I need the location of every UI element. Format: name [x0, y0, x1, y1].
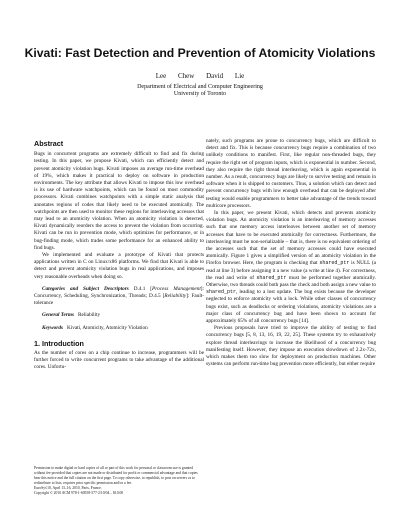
- body-paragraph: Previous proposals have tried to improve the ability of testing to find concurrency bugs [5, 8, 13, 16, 19, 22, 25]. These systems try to exhaustively explore thread interleavings to increase the likelihood of a concurrency bug manifesting itself. However, they impose an execution slowdown of 2.2x-72x, which makes them too slow for deployment on production machines. Other systems can perform run-time bug prevention more efficiently, but either require: [206, 325, 376, 368]
- left-column: [34, 140, 204, 372]
- categories-label: Categories and Subject Descriptors: [42, 285, 129, 292]
- copyright-notice: Permission to make digital or hard copies of all or part of this work for personal or classroom use is granted without fee provided that copies are not made or distributed for profit or commercial advantage and that copies bear this notice and the full citation on the first page. To copy otherwise, to republish, to post on servers or to redistribute to lists, requires prior specific permission and/or a fee. EuroSys'10, April 13–16, 2010, Paris, France. Copyright © 2010 ACM 978-1-60558-577-2/10/04... $10.00: [34, 466, 198, 495]
- abstract-paragraph: We implemented and evaluate a prototype of Kivati that protects applications written in C on Linux/x86 platforms. We find that Kivati is able to detect and prevent atomicity violation bugs in real applications, and imposes very reasonable overheads when doing so.: [34, 252, 204, 280]
- body-paragraph: In this paper, we present Kivati, which detects and prevents atomicity violation bugs. An atomicity violation is an interleaving of memory accesses such that one memory access interleaves between another set of memory accesses that have to be executed atomically for correctness. Furthermore, the interleaving must be non-serializable – that is, there is no equivalent ordering of the accesses such that the set of memory accesses could have executed atomically. Figure 1 gives a simplified version of an atomicity violation in the Firefox browser. Here, the program is checking that shared_ptr is NULL (a read at line 3) before assigning it a new value (a write at line 4). For correctness, the read and write of shared_ptr must be performed together atomically. Otherwise, two threads could both pass the check and both assign a new value to shared_ptr, leading to a lost update. The bug exists because the developer neglected to enforce atomicity with a lock. While other classes of concurrency bugs exist, such as deadlocks or ordering violations, atomicity violations are a major class of concurrency bug and have been shown to account for approximately 65% of all concurrency bugs [14].: [206, 210, 376, 325]
- affiliation: [0, 84, 400, 99]
- code-identifier: shared_ptr: [206, 289, 237, 296]
- abstract-paragraph: Bugs in concurrent programs are extremely difficult to find and fix during testing. In this paper, we propose Kivati, which can efficiently detect and prevent atomicity violation bugs. Kivati imposes an average run-time overhead of 19%, which makes it practical to deploy on software in production environments. The key attribute that allows Kivati to impose this low overhead is its use of hardware watchpoints, which can be found on most commodity processors. Kivati combines watchpoints with a simple static analysis that annotates regions of codes that likely need to be executed atomically. The watchpoints are then used to monitor these regions for interleaving accesses that may lead to an atomicity violation. When an atomicity violation is detected, Kivati dynamically reorders the access to prevent the violation from occurring. Kivati can be run in prevention mode, which optimizes for performance, or in bug-finding mode, which trades some performance for an enhanced ability to find bugs.: [34, 151, 204, 251]
- affiliation-department: Department of Electrical and Computer Engineering: [137, 84, 263, 90]
- author-name: Lee Chew: [155, 72, 195, 80]
- code-identifier: shared_ptr: [256, 274, 287, 281]
- general-terms-block: General Terms Reliability: [42, 312, 101, 319]
- affiliation-university: University of Toronto: [173, 91, 227, 98]
- general-terms-label: General Terms: [42, 312, 75, 319]
- categories-block: Categories and Subject Descriptors D.4.1 [Process Management]: Concurrency, Scheduling, Synchronization, Threads; D.4.5 [Reliability]: Fault-tolerance: [34, 285, 205, 307]
- keywords-label: Keywords: [42, 324, 63, 331]
- body-paragraph: nately, such programs are prone to concurrency bugs, which are difficult to detect and fix. This is because concurrency bugs require a combination of two unlikely conditions to manifest. First, like regular non-threaded bugs, they require the right set of program inputs, which is exponential in number. Second, they also require the right thread interleaving, which is again exponential in number. As a result, concurrency bugs are likely to survive testing and remain in software when it is shipped to customers. Thus, a solution which can detect and prevent concurrency bugs with low enough overhead that can be deployed after testing would enable programmers to better take advantage of the trends toward multicore processors.: [206, 138, 376, 209]
- intro-paragraph: As the number of cores on a chip continue to increase, programmers will be further forced to write concurrent programs to take advantage of the additional cores. Unfortu-: [34, 350, 204, 371]
- right-column: [206, 138, 376, 369]
- code-identifier: shared_ptr: [319, 260, 350, 267]
- author-name: David Lie: [206, 72, 245, 80]
- section-heading: 1. Introduction: [34, 338, 84, 348]
- keywords-block: Keywords Kivati, Atomicity, Atomicity Violation: [42, 324, 148, 331]
- abstract-heading: Abstract: [34, 139, 64, 148]
- author-list: [0, 72, 400, 80]
- paper-title: Kivati: Fast Detection and Prevention of Atomicity Violations: [24, 46, 376, 60]
